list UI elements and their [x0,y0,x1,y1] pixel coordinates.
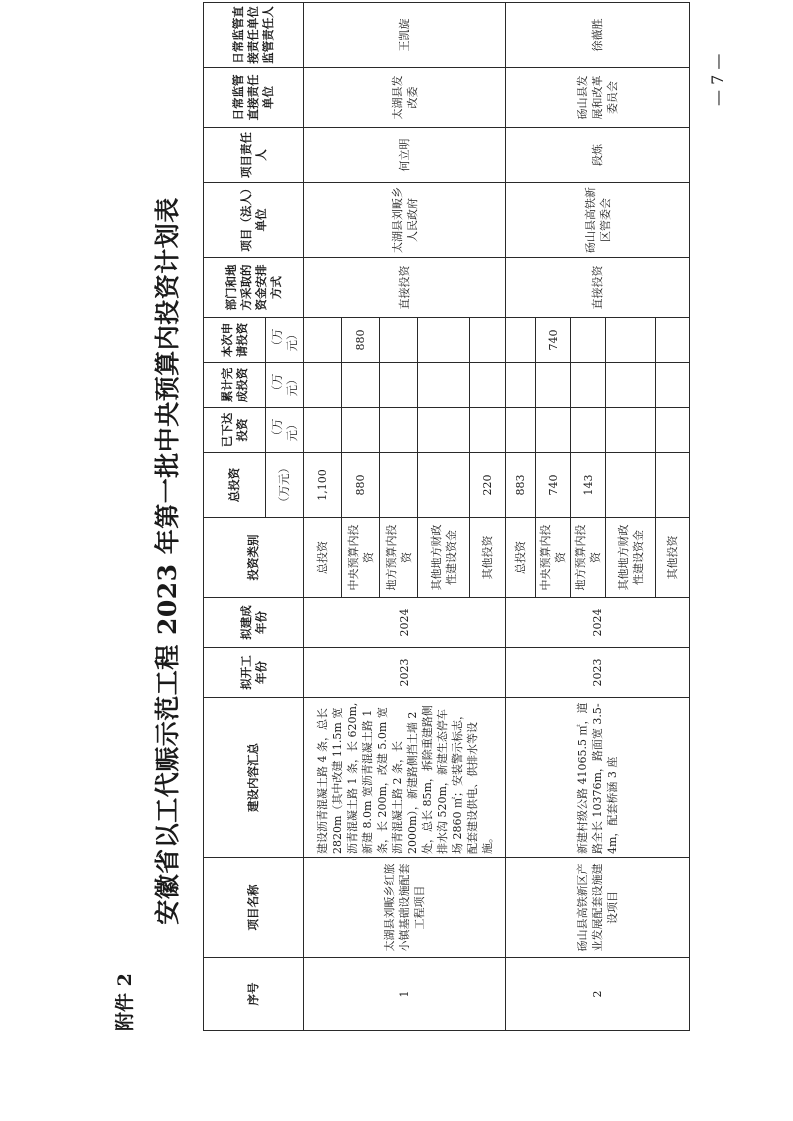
header-completed: 累计完成投资 [204,363,266,408]
invest-requested [304,318,342,363]
invest-category: 其他投资 [470,518,506,598]
invest-issued [606,408,656,453]
invest-requested [380,318,418,363]
invest-total: 143 [571,453,606,518]
invest-completed [506,363,536,408]
invest-issued [470,408,506,453]
project-content: 新建村级公路 41065.5 ㎡，道路全长 10376m，路面宽 3.5-4m，配套桥涵 3 座 [506,698,690,858]
invest-total: 883 [506,453,536,518]
project-finish-year: 2024 [304,598,506,648]
header-requested: 本次申请投资 [204,318,266,363]
table-row [506,3,536,1031]
invest-issued [380,408,418,453]
invest-requested [606,318,656,363]
header-project-person: 项目责任人 [204,128,304,183]
invest-issued [656,408,690,453]
invest-completed [342,363,380,408]
invest-issued [506,408,536,453]
invest-category: 其他地方财政性建设资金 [606,518,656,598]
invest-issued [571,408,606,453]
invest-requested [418,318,470,363]
header-supervise-unit: 日常监管直接责任单位 [204,68,304,128]
unit-total: （万元） [266,453,304,518]
project-start-year: 2023 [506,648,690,698]
invest-issued [304,408,342,453]
project-supervise-person: 徐薇胜 [506,3,690,68]
invest-completed [304,363,342,408]
invest-issued [536,408,571,453]
project-name: 砀山县高铁新区产业发展配套设施建设项目 [506,858,690,958]
project-person: 何立明 [304,128,506,183]
invest-total: 740 [536,453,571,518]
invest-completed [418,363,470,408]
invest-requested: 740 [536,318,571,363]
invest-total: 220 [470,453,506,518]
project-start-year: 2023 [304,648,506,698]
invest-total [656,453,690,518]
project-seq: 2 [506,958,690,1031]
header-content: 建设内容汇总 [204,698,304,858]
unit-requested: （万元） [266,318,304,363]
project-funding-method: 直接投资 [506,258,690,318]
project-person: 段炼 [506,128,690,183]
invest-completed [536,363,571,408]
invest-total [606,453,656,518]
page-title: 安徽省以工代赈示范工程 2023 年第一批中央预算内投资计划表 [153,197,182,925]
attachment-label: 附件 2 [114,973,136,1031]
invest-requested [571,318,606,363]
header-name: 项目名称 [204,858,304,958]
unit-issued: （万元） [266,408,304,453]
project-seq: 1 [304,958,506,1031]
page-number: — 7 — [708,53,727,106]
invest-total: 1,100 [304,453,342,518]
header-funding-method: 部门和地方采取的资金安排方式 [204,258,304,318]
investment-plan-table [203,2,690,1031]
header-supervise-person: 日常监管直接责任单位监管责任人 [204,3,304,68]
invest-completed [606,363,656,408]
invest-category: 其他投资 [656,518,690,598]
header-total: 总投资 [204,453,266,518]
invest-category: 其他地方财政性建设资金 [418,518,470,598]
invest-category: 中央预算内投资 [342,518,380,598]
invest-issued [342,408,380,453]
table-row [304,3,342,1031]
invest-category: 总投资 [506,518,536,598]
project-legal-unit: 砀山县高铁新区管委会 [506,183,690,258]
project-content: 建设沥青混凝土路 4 条，总长 2820m（其中改建 11.5m 宽沥青混凝土路 1 条，长 620m,新建 8.0m 宽沥青混凝土路 1 条，长 200m，改建 5.0m 宽沥青混凝土路 2 条，长 2000m），新建路侧挡土墙 2 处，总长 85m，拆除重建路侧排水沟 520m，新建生态停车场 2860 ㎡；安装警示标志，配套建设供电、供排水等设施。 [304,698,506,858]
project-supervise-unit: 太湖县发改委 [304,68,506,128]
invest-total: 880 [342,453,380,518]
invest-requested [506,318,536,363]
unit-completed: （万元） [266,363,304,408]
invest-category: 总投资 [304,518,342,598]
invest-total [380,453,418,518]
project-legal-unit: 太湖县刘畈乡人民政府 [304,183,506,258]
project-supervise-unit: 砀山县发展和改革委员会 [506,68,690,128]
invest-requested [470,318,506,363]
invest-category: 地方预算内投资 [571,518,606,598]
header-legal-unit: 项目（法人）单位 [204,183,304,258]
invest-completed [380,363,418,408]
header-start-year: 拟开工年份 [204,648,304,698]
header-issued: 已下达投资 [204,408,266,453]
project-supervise-person: 王凯旋 [304,3,506,68]
invest-completed [470,363,506,408]
header-seq: 序号 [204,958,304,1031]
project-finish-year: 2024 [506,598,690,648]
invest-issued [418,408,470,453]
invest-category: 中央预算内投资 [536,518,571,598]
invest-requested [656,318,690,363]
invest-category: 地方预算内投资 [380,518,418,598]
invest-completed [656,363,690,408]
header-finish-year: 拟建成年份 [204,598,304,648]
project-name: 太湖县刘畈乡红旅小镇基础设施配套工程项目 [304,858,506,958]
invest-total [418,453,470,518]
project-funding-method: 直接投资 [304,258,506,318]
invest-completed [571,363,606,408]
header-category: 投资类别 [204,518,304,598]
invest-requested: 880 [342,318,380,363]
